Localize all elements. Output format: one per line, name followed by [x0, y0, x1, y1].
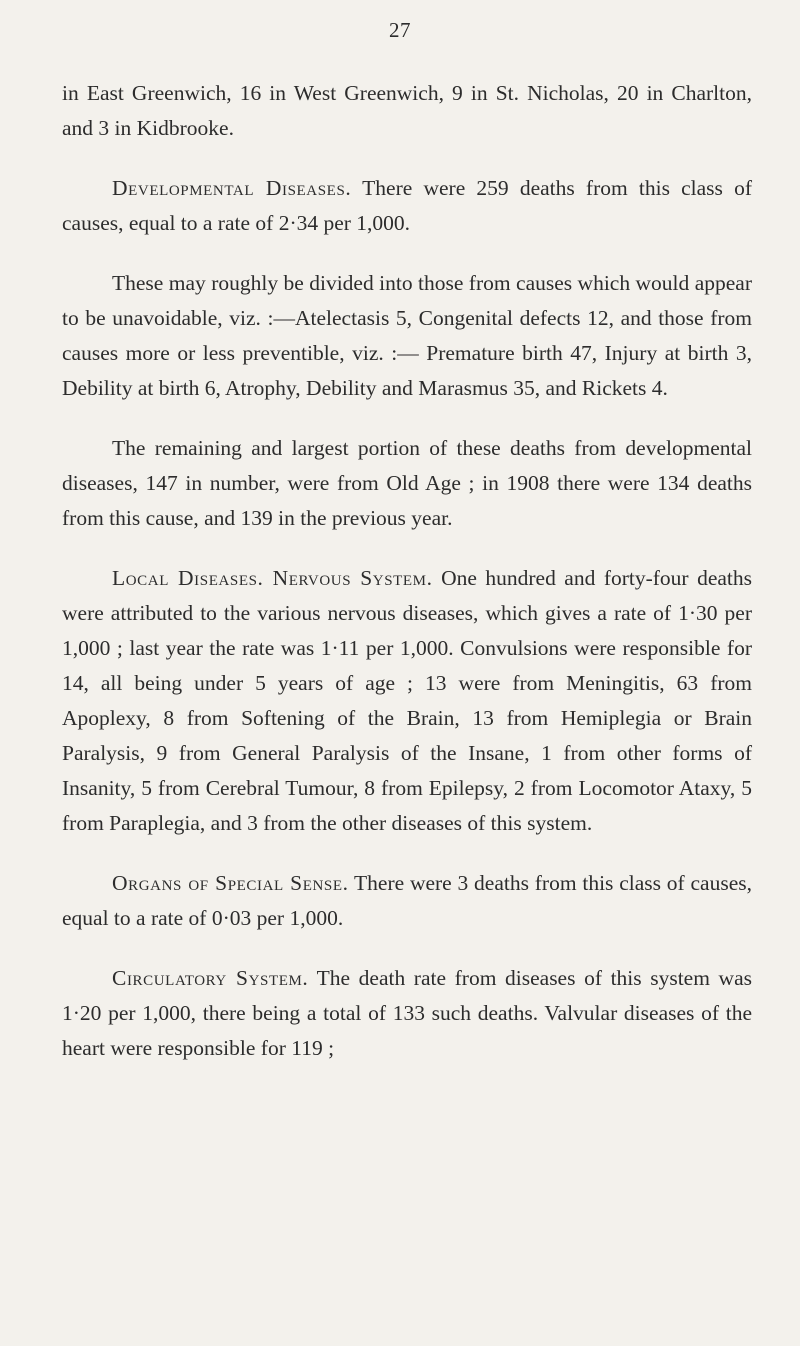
paragraph-text: There were 3 deaths from this class of causes, equal to a rate of 0·03 per 1,000. — [62, 871, 752, 930]
paragraph-text: There were 259 deaths from this class of causes, equal to a rate of 2·34 per 1,000. — [62, 176, 752, 235]
paragraph-text: These may roughly be divided into those from causes which would appear to be unavoidable, viz. :—Atelectasis 5, Congenital defects 12, and those from causes more or less preventible, viz. :— Premature birth 47, Injury at birth 3, Debility at birth 6, Atrophy, Debility and Marasmus 35, and Rickets 4. — [62, 271, 752, 400]
paragraph-text: The death rate from diseases of this system was 1·20 per 1,000, there being a total of 133 such deaths. Valvular diseases of the heart were responsible for 119 ; — [62, 966, 752, 1060]
paragraph-text: The remaining and largest portion of these deaths from developmental diseases, 147 in number, were from Old Age ; in 1908 there were 134 deaths from this cause, and 139 in the previous year. — [62, 436, 752, 530]
paragraph-heading: Circulatory System. — [112, 966, 309, 990]
paragraph-old-age — [62, 431, 752, 536]
paragraph-text: One hundred and forty-four deaths were attributed to the various nervous diseases, which gives a rate of 1·30 per 1,000 ; last year the rate was 1·11 per 1,000. Convulsions were responsible for 14, all being under 5 years of age ; 13 were from Meningitis, 63 from Apoplexy, 8 from Softening of the Brain, 13 from Hemiplegia or Brain Paralysis, 9 from General Paralysis of the Insane, 1 from other forms of Insanity, 5 from Cerebral Tumour, 8 from Epilepsy, 2 from Locomotor Ataxy, 5 from Paraplegia, and 3 from the other diseases of this system. — [62, 566, 752, 835]
paragraph-heading: Local Diseases. Nervous System. — [112, 566, 433, 590]
paragraph-developmental-breakdown — [62, 266, 752, 406]
page-number: 27 — [389, 18, 411, 42]
paragraph-circulatory-system — [62, 961, 752, 1066]
paragraph-special-sense — [62, 866, 752, 936]
body-text — [62, 76, 752, 1066]
paragraph-heading: Organs of Special Sense. — [112, 871, 349, 895]
paragraph-developmental-diseases — [62, 171, 752, 241]
paragraph-heading: Developmental Diseases. — [112, 176, 352, 200]
paragraph-continuation — [62, 76, 752, 146]
paragraph-nervous-system — [62, 561, 752, 841]
paragraph-text: in East Greenwich, 16 in West Greenwich, 9 in St. Nicholas, 20 in Charlton, and 3 in Kidbrooke. — [62, 81, 752, 140]
